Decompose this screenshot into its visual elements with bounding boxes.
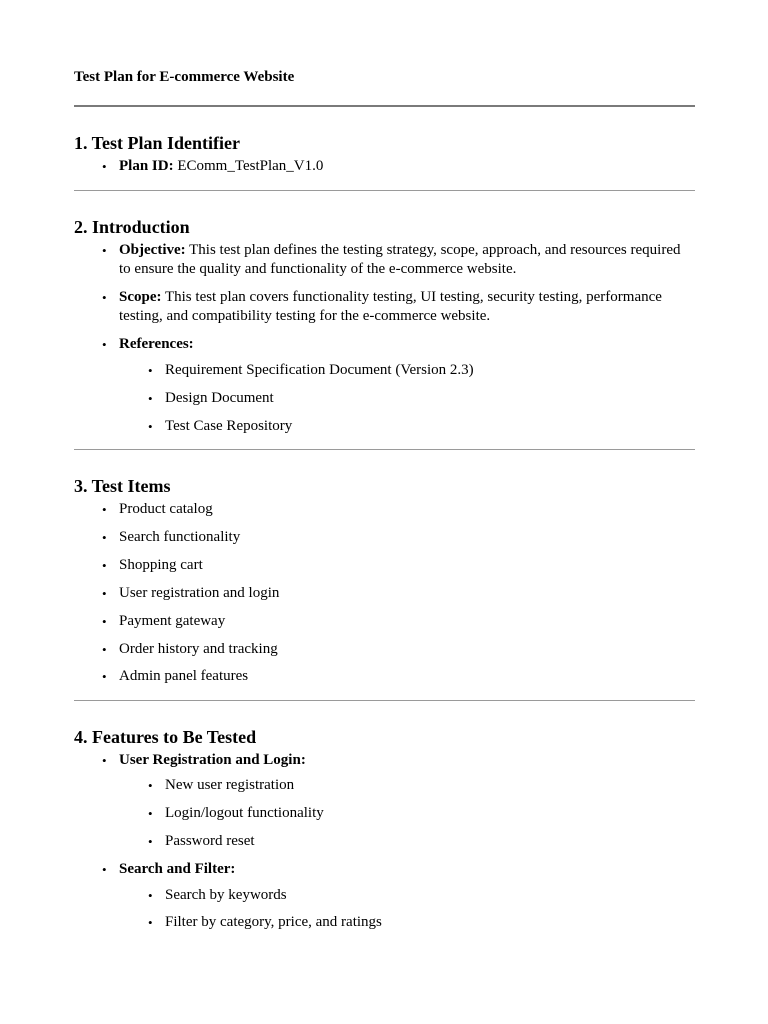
- bullet-list: [74, 500, 694, 687]
- bullet-icon: •: [102, 159, 107, 174]
- test-item-text: Admin panel features: [119, 668, 249, 685]
- section-test-items: [74, 450, 694, 700]
- feature-item: [148, 886, 686, 906]
- bullet-list: [74, 751, 694, 933]
- plan-id-value: EComm_TestPlan_V1.0: [173, 158, 324, 174]
- bullet-icon: •: [102, 337, 107, 353]
- feature-group-search-filter: [102, 860, 694, 933]
- test-item: [102, 667, 694, 687]
- test-item-text: User registration and login: [119, 584, 280, 601]
- test-item: [102, 640, 694, 660]
- bullet-icon: •: [102, 502, 107, 518]
- section-introduction: [74, 191, 694, 450]
- bullet-icon: •: [148, 887, 153, 903]
- references-list: [119, 361, 686, 436]
- feature-text: Filter by category, price, and ratings: [165, 914, 382, 931]
- bullet-list: [74, 157, 694, 177]
- test-item-text: Order history and tracking: [119, 640, 278, 657]
- scope-label: Scope:: [119, 288, 162, 305]
- reference-text: Requirement Specification Document (Version 2.3): [165, 361, 474, 378]
- feature-text: Search by keywords: [165, 886, 287, 903]
- feature-list: [119, 776, 686, 851]
- test-item: [102, 556, 694, 576]
- feature-list: [119, 886, 686, 933]
- bullet-icon: •: [102, 585, 107, 601]
- bullet-icon: •: [102, 752, 107, 768]
- bullet-icon: •: [102, 242, 107, 258]
- objective-text: This test plan defines the testing strategy, scope, approach, and resources required to ensure the quality and functionality of the e-commerce website.: [119, 241, 681, 277]
- reference-item: [148, 361, 686, 381]
- section-test-plan-identifier: [74, 107, 694, 190]
- section-heading: 2. Introduction: [74, 216, 190, 237]
- list-item-objective: [102, 241, 694, 280]
- section-features-to-be-tested: [74, 701, 694, 946]
- feature-group-label: User Registration and Login:: [119, 751, 306, 768]
- bullet-icon: •: [102, 613, 107, 629]
- bullet-icon: •: [102, 289, 107, 305]
- list-item-references: [102, 335, 694, 436]
- test-item: [102, 612, 694, 632]
- reference-text: Design Document: [165, 389, 274, 406]
- objective-label: Objective:: [119, 241, 186, 258]
- bullet-icon: •: [148, 778, 153, 794]
- section-heading: 1. Test Plan Identifier: [74, 133, 241, 153]
- bullet-icon: •: [148, 834, 153, 850]
- reference-item: [148, 417, 686, 437]
- feature-text: Password reset: [165, 833, 255, 850]
- reference-text: Test Case Repository: [165, 417, 293, 434]
- test-item: [102, 500, 694, 520]
- bullet-icon: •: [148, 390, 153, 406]
- scope-text: This test plan covers functionality testing, UI testing, security testing, performance testing, and compatibility testing for the e-commerce website.: [119, 288, 662, 325]
- test-item-text: Search functionality: [119, 528, 241, 545]
- bullet-icon: •: [102, 641, 107, 657]
- bullet-icon: •: [102, 862, 107, 878]
- test-item-text: Shopping cart: [119, 556, 203, 573]
- bullet-icon: •: [148, 362, 153, 378]
- feature-item: [148, 804, 686, 824]
- section-heading: 3. Test Items: [74, 476, 171, 497]
- bullet-icon: •: [148, 915, 153, 931]
- test-item-text: Payment gateway: [119, 612, 226, 629]
- section-heading: 4. Features to Be Tested: [74, 726, 257, 747]
- bullet-icon: •: [102, 557, 107, 573]
- plan-id-label: Plan ID:: [119, 158, 174, 174]
- bullet-icon: •: [102, 529, 107, 545]
- test-item-text: Product catalog: [119, 501, 213, 518]
- feature-group-user-registration: [102, 751, 694, 852]
- feature-text: New user registration: [165, 777, 295, 794]
- reference-item: [148, 389, 686, 409]
- bullet-icon: •: [148, 418, 153, 434]
- document-title: Test Plan for E-commerce Website: [74, 69, 295, 85]
- feature-group-label: Search and Filter:: [119, 861, 236, 878]
- bullet-icon: •: [102, 669, 107, 685]
- test-item: [102, 528, 694, 548]
- feature-text: Login/logout functionality: [165, 805, 324, 822]
- list-item-plan-id: [102, 157, 694, 177]
- feature-item: [148, 832, 686, 852]
- bullet-list: [74, 241, 694, 437]
- references-label: References:: [119, 336, 194, 353]
- bullet-icon: •: [148, 806, 153, 822]
- feature-item: [148, 913, 686, 933]
- test-item: [102, 584, 694, 604]
- list-item-scope: [102, 288, 694, 327]
- feature-item: [148, 776, 686, 796]
